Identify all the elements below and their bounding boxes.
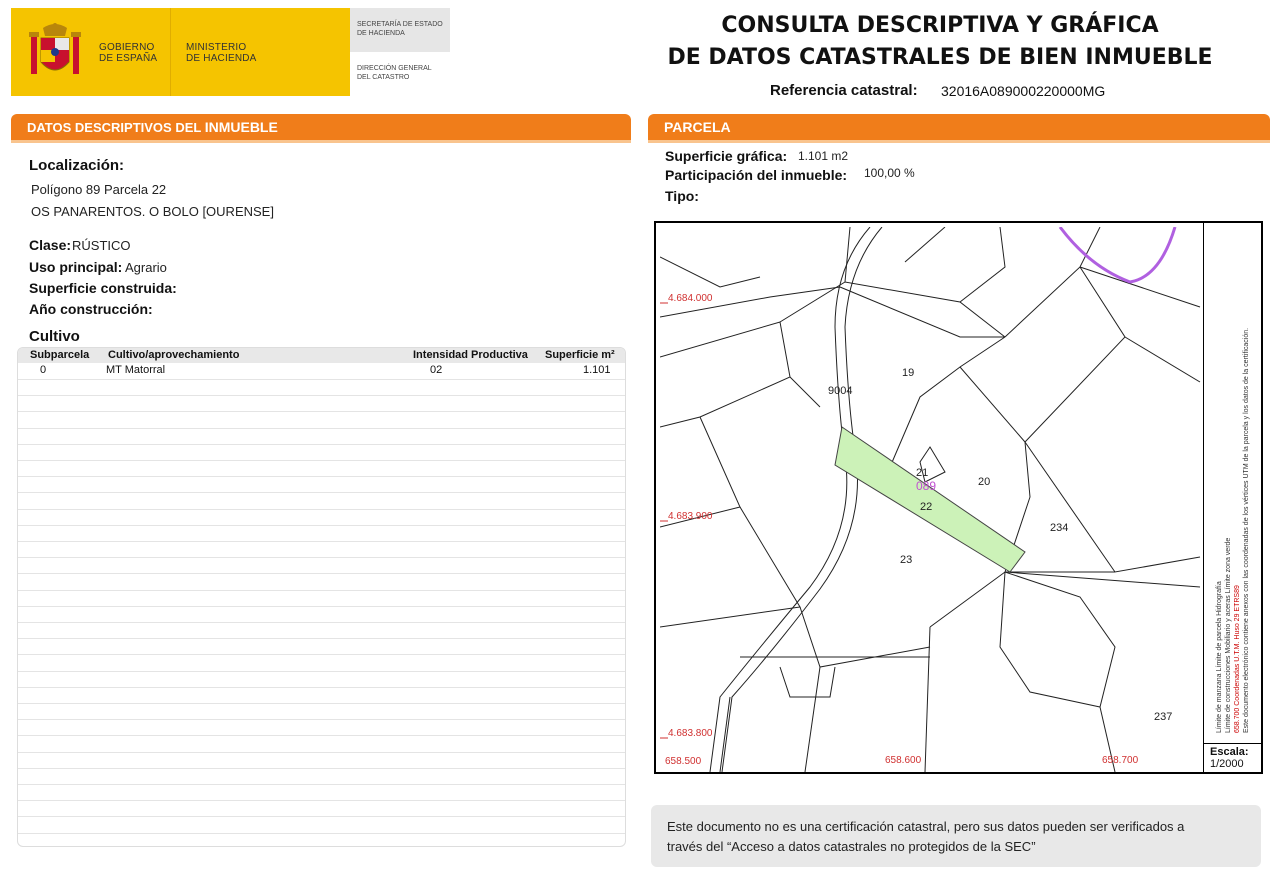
table-row-divider [18,654,625,655]
table-row-divider [18,622,625,623]
parcel-label: 20 [978,476,991,488]
table-row-divider [18,541,625,542]
notice-line1: Este documento no es una certificación catastral, pero sus datos pueden ser verificados a [667,819,1185,834]
table-row-divider [18,460,625,461]
col-cultivo: Cultivo/aprovechamiento [108,349,240,361]
clase-value: RÚSTICO [72,238,131,253]
ref-catastral-value: 32016A089000220000MG [941,83,1106,99]
x-coord-label: 658.600 [885,755,922,766]
highlighted-parcel [835,427,1025,572]
x-coord-label: 658.700 [1102,755,1139,766]
uso-principal-label: Uso principal: [29,259,123,275]
col-subparcela: Subparcela [30,349,90,361]
table-row-divider [18,428,625,429]
table-row-divider [18,833,625,834]
anio-construccion-label: Año construcción: [29,301,153,317]
y-coord-label: 4.683.800 [668,728,713,739]
table-row-divider [18,492,625,493]
localizacion-line1: Polígono 89 Parcela 22 [31,182,167,197]
table-row-divider [18,395,625,396]
x-coord-label: 658.500 [665,756,702,767]
table-row-divider [18,444,625,445]
legend-text: Límite de manzana Límite de parcela Hidrografía Límite de construcciones Mobiliario y aceras Límite zona verde 658.700 Coordenadas U.T.M. Huso 29 ETRS89 Este documento electrónico contiene anexos con las coordenadas de los vértices UTM de la parcela y los datos de la certificación. [1216,327,1250,733]
table-row-divider [18,590,625,591]
table-row-divider [18,768,625,769]
parcel-label: 237 [1154,711,1173,723]
ref-catastral-label: Referencia catastral: [770,82,918,99]
disclaimer-notice [651,805,1261,867]
table-row-divider [18,784,625,785]
table-row-divider [18,411,625,412]
table-row-divider [18,800,625,801]
polygon-label: 089 [916,479,937,493]
table-row-divider [18,509,625,510]
parcel-label: 21 [916,467,929,479]
participacion-value: 100,00 % [864,166,915,180]
table-row-divider [18,573,625,574]
cultivo-table [17,347,626,847]
map-drawing [660,227,1201,772]
col-intensidad: Intensidad Productiva [413,349,528,361]
table-row-divider [18,606,625,607]
parcela-header: PARCELA [648,114,1270,140]
scale-value: 1/2000 [1210,758,1244,770]
table-row-divider [18,379,625,380]
cultivo-title: Cultivo [29,328,80,345]
superficie-grafica-label: Superficie gráfica: [665,148,788,164]
table-row-divider [18,752,625,753]
parcel-label: 234 [1050,522,1069,534]
notice-line2: través del “Acceso a datos catastrales no protegidos de la SEC” [667,839,1036,854]
cell-intensidad: 02 [430,364,443,376]
parcel-label: 9004 [828,385,853,397]
clase-label: Clase: [29,237,72,253]
scale-label: Escala: [1210,746,1249,758]
datos-descriptivos-header: DATOS DESCRIPTIVOS DEL INMUEBLE [11,114,631,140]
table-row-divider [18,525,625,526]
superficie-construida-label: Superficie construida: [29,280,177,296]
table-row [18,363,625,379]
table-row-divider [18,816,625,817]
table-row-divider [18,557,625,558]
table-header [18,348,625,363]
parcel-label: 22 [920,501,933,513]
government-banner [11,8,350,96]
document-title: CONSULTA DESCRIPTIVA Y GRÁFICA DE DATOS CATASTRALES DE BIEN INMUEBLE [667,13,1213,70]
table-row-divider [18,687,625,688]
parcel-label: 23 [900,554,913,566]
uso-principal-value: Agrario [125,260,167,275]
y-coord-label: 4.683.900 [668,511,713,522]
banner-divider [170,8,171,96]
map-legend [1203,223,1261,743]
secretaria-label: SECRETARÍA DE ESTADO DE HACIENDA [350,8,450,52]
coat-of-arms-icon [25,22,85,84]
table-row-divider [18,671,625,672]
cadastral-map [654,221,1263,774]
ministerio-label: MINISTERIO DE HACIENDA [186,42,257,64]
parcel-label: 19 [902,367,915,379]
hydrography-line [1060,227,1175,282]
cell-subparcela: 0 [40,364,47,376]
cell-superficie: 1.101 [583,364,611,376]
direccion-label: DIRECCIÓN GENERAL DEL CATASTRO [357,65,432,81]
localizacion-line2: OS PANARENTOS. O BOLO [OURENSE] [31,204,274,219]
tipo-label: Tipo: [665,188,699,204]
col-superficie: Superficie m² [545,349,615,361]
gobierno-label: GOBIERNO DE ESPAÑA [99,42,158,64]
localizacion-label: Localización: [29,157,125,174]
cell-cultivo: MT Matorral [106,364,166,376]
table-row-divider [18,703,625,704]
superficie-grafica-value: 1.101 m2 [798,149,849,163]
table-row-divider [18,638,625,639]
participacion-label: Participación del inmueble: [665,167,848,183]
table-row-divider [18,735,625,736]
scale-box [1203,743,1261,772]
table-row-divider [18,719,625,720]
table-row-divider [18,476,625,477]
y-coord-label: 4.684.000 [668,293,713,304]
